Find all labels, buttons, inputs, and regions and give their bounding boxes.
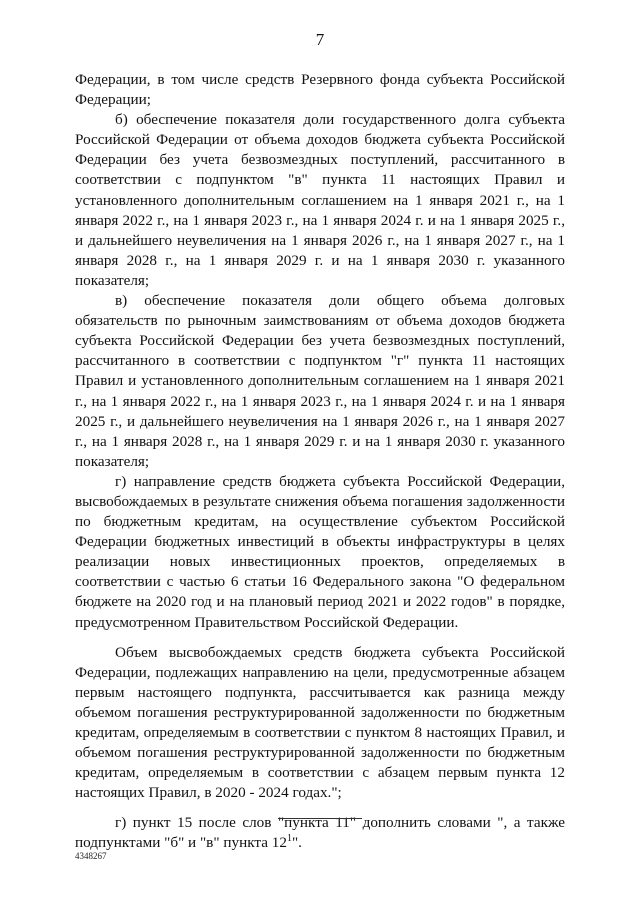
document-code: 4348267 bbox=[75, 851, 107, 861]
page-number: 7 bbox=[315, 30, 325, 49]
paragraph-volume-calculation: Объем высвобождаемых средств бюджета субъекта Российской Федерации, подлежащих направлению на цели, предусмотренные абзацем первым настоящего подпункта, рассчитывается как разница между объемом погашения реструктурированной задолженности по бюджетным кредитам, определяемым в соответствии с пунктом 8 настоящих Правил, и объемом погашения реструктурированной задолженности по бюджетным кредитам, определяемым в соответствии с абзацем первым пункта 12 настоящих Правил, в 2020 - 2024 годах."; bbox=[75, 643, 565, 802]
paragraph-subitem-g: г) направление средств бюджета субъекта Российской Федерации, высвобождаемых в результате снижения объема погашения задолженности по бюджетным кредитам, на осуществление субъектом Российской Федерации бюджетных инвестиций в объекты инфраструктуры в целях реализации новых инвестиционных проектов, определяемых в соответствии с частью 6 статьи 16 Федерального закона "О федеральном бюджете на 2020 год и на плановый период 2021 и 2022 годов" в порядке, предусмотренном Правительством Российской Федерации. bbox=[75, 472, 565, 631]
paragraph-point-15-amendment bbox=[75, 813, 565, 853]
amendment-closing: ". bbox=[291, 834, 302, 852]
end-separator-line bbox=[278, 818, 362, 819]
superscript-index: 1 bbox=[286, 833, 292, 845]
paragraph-subitem-v: в) обеспечение показателя доли общего объема долговых обязательств по рыночным заимствованиям от объема доходов бюджета субъекта Российской Федерации без учета безвозмездных поступлений, рассчитанного в соответствии с подпунктом "г" пункта 11 настоящих Правил и установленного дополнительным соглашением на 1 января 2021 г., на 1 января 2022 г., на 1 января 2023 г., на 1 января 2024 г. и на 1 января 2025 г., и дальнейшего неувеличения на 1 января 2026 г., на 1 января 2027 г., на 1 января 2028 г., на 1 января 2029 г. и на 1 января 2030 г. указанного показателя; bbox=[75, 292, 565, 470]
amendment-text: г) пункт 15 после слов "пункта 11" дополнить словами ", а также подпунктами "б" и "в" пункта 12 bbox=[75, 814, 565, 852]
paragraph-continuation: Федерации, в том числе средств Резервного фонда субъекта Российской Федерации; bbox=[75, 71, 565, 109]
paragraph-subitem-b: б) обеспечение показателя доли государственного долга субъекта Российской Федерации от объема доходов бюджета субъекта Российской Федерации без учета безвозмездных поступлений, рассчитанного в соответствии с подпунктом "в" пункта 11 настоящих Правил и установленного дополнительным соглашением на 1 января 2021 г., на 1 января 2022 г., на 1 января 2023 г., на 1 января 2024 г. и на 1 января 2025 г., и дальнейшего неувеличения на 1 января 2026 г., на 1 января 2027 г., на 1 января 2028 г., на 1 января 2029 г. и на 1 января 2030 г. указанного показателя; bbox=[75, 111, 565, 289]
document-body bbox=[75, 70, 565, 854]
